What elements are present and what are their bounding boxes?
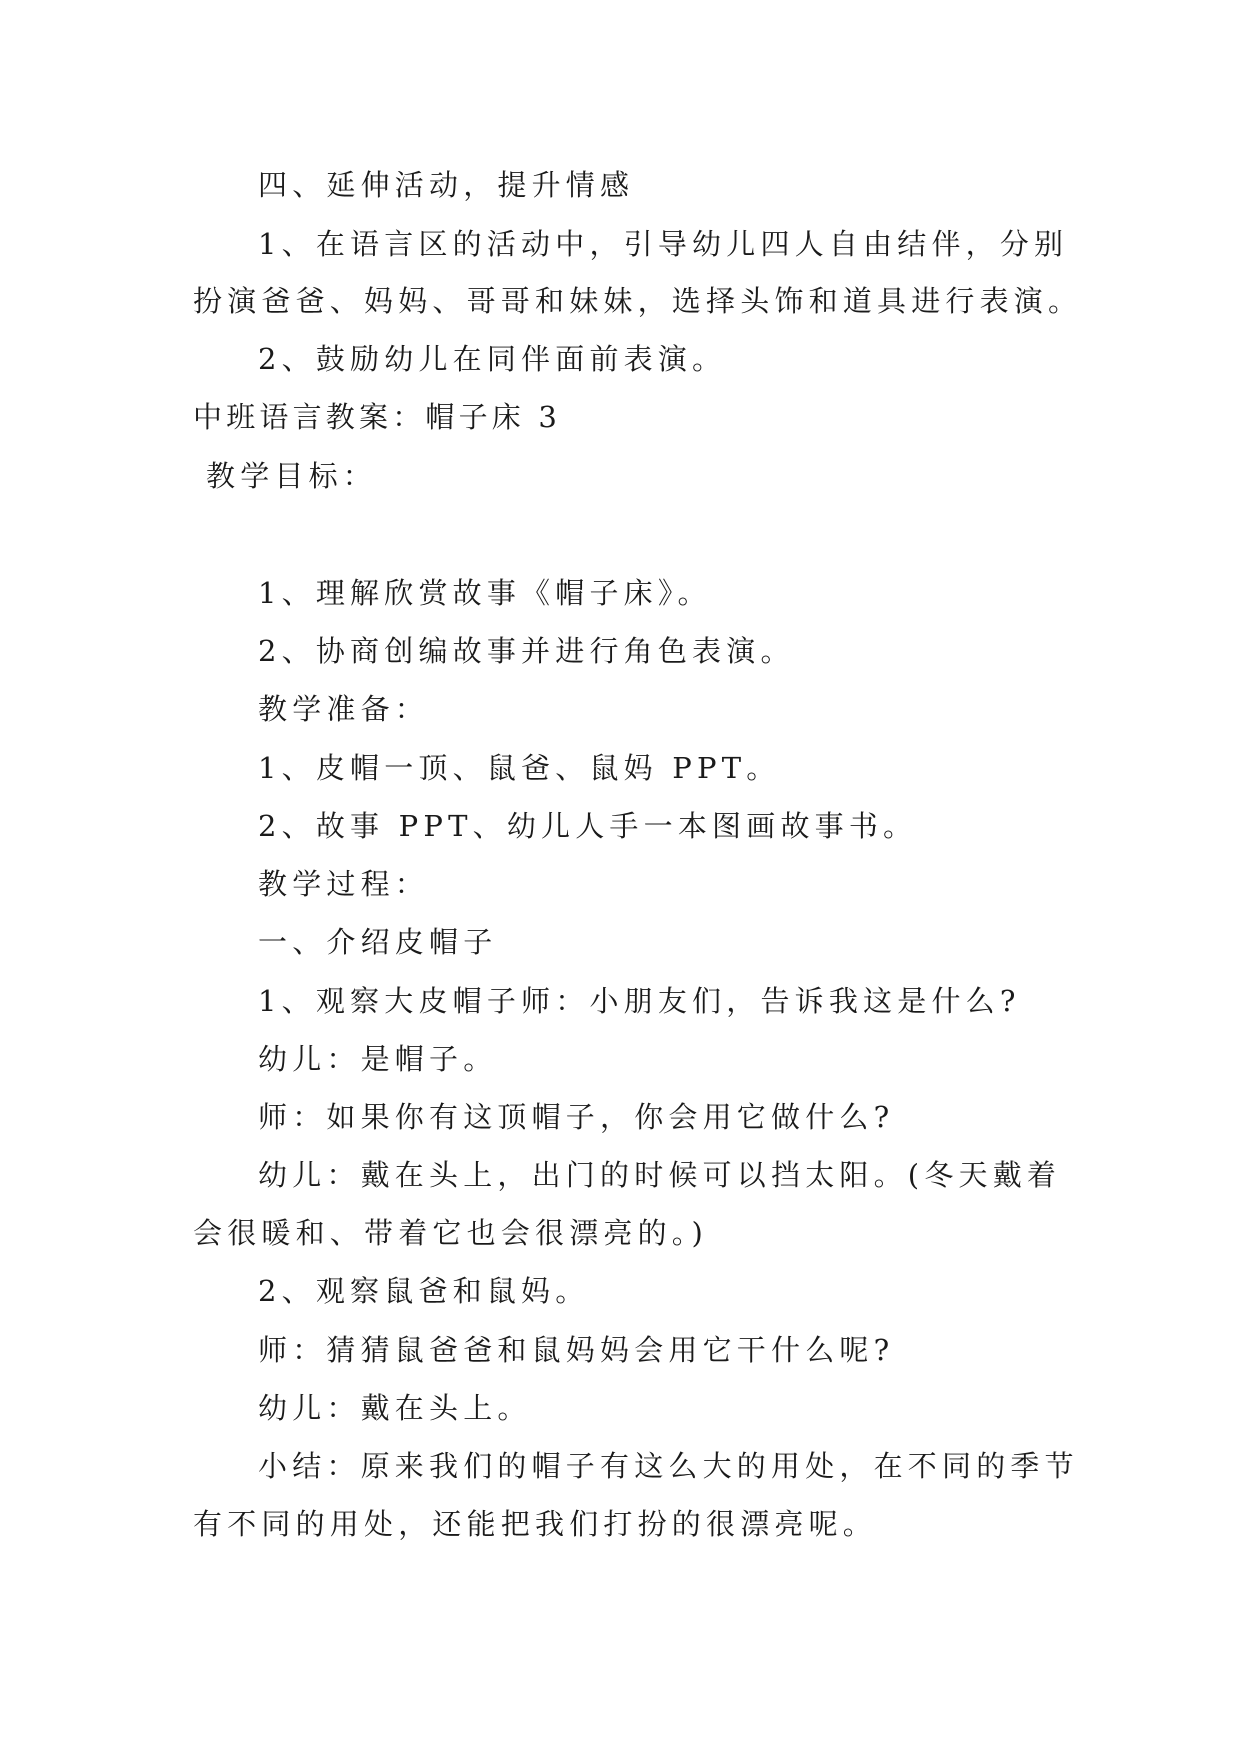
section-heading-intro: 一、介绍皮帽子	[258, 925, 498, 959]
paragraph-line: 幼儿：戴在头上，出门的时候可以挡太阳。(冬天戴着	[258, 1158, 1062, 1192]
teaching-preparation-heading: 教学准备：	[258, 692, 430, 726]
paragraph-line: 1、皮帽一顶、鼠爸、鼠妈 PPT。	[258, 751, 781, 785]
paragraph-line: 2、观察鼠爸和鼠妈。	[258, 1274, 590, 1308]
paragraph-line: 会很暖和、带着它也会很漂亮的。)	[193, 1216, 709, 1250]
summary-line: 小结：原来我们的帽子有这么大的用处，在不同的季节	[258, 1449, 1079, 1483]
paragraph-line: 师：如果你有这顶帽子，你会用它做什么?	[258, 1100, 895, 1134]
paragraph-line: 2、鼓励幼儿在同伴面前表演。	[258, 342, 727, 376]
teaching-process-heading: 教学过程：	[258, 867, 430, 901]
paragraph-line: 1、观察大皮帽子师：小朋友们，告诉我这是什么?	[258, 984, 1021, 1018]
section-heading-extension: 四、延伸活动，提升情感	[258, 168, 635, 202]
paragraph-line: 2、协商创编故事并进行角色表演。	[258, 634, 795, 668]
lesson-title: 中班语言教案：帽子床 3	[193, 400, 562, 434]
paragraph-line: 扮演爸爸、妈妈、哥哥和妹妹，选择头饰和道具进行表演。	[193, 284, 1083, 318]
paragraph-line: 1、在语言区的活动中，引导幼儿四人自由结伴，分别	[258, 227, 1069, 261]
teaching-goals-heading: 教学目标：	[206, 459, 378, 493]
paragraph-line: 幼儿：戴在头上。	[258, 1391, 532, 1425]
paragraph-line: 幼儿：是帽子。	[258, 1042, 498, 1076]
paragraph-line: 1、理解欣赏故事《帽子床》。	[258, 576, 712, 610]
summary-line: 有不同的用处，还能把我们打扮的很漂亮呢。	[193, 1507, 878, 1541]
paragraph-line: 师：猜猜鼠爸爸和鼠妈妈会用它干什么呢?	[258, 1333, 895, 1367]
paragraph-line: 2、故事 PPT、幼儿人手一本图画故事书。	[258, 809, 918, 843]
